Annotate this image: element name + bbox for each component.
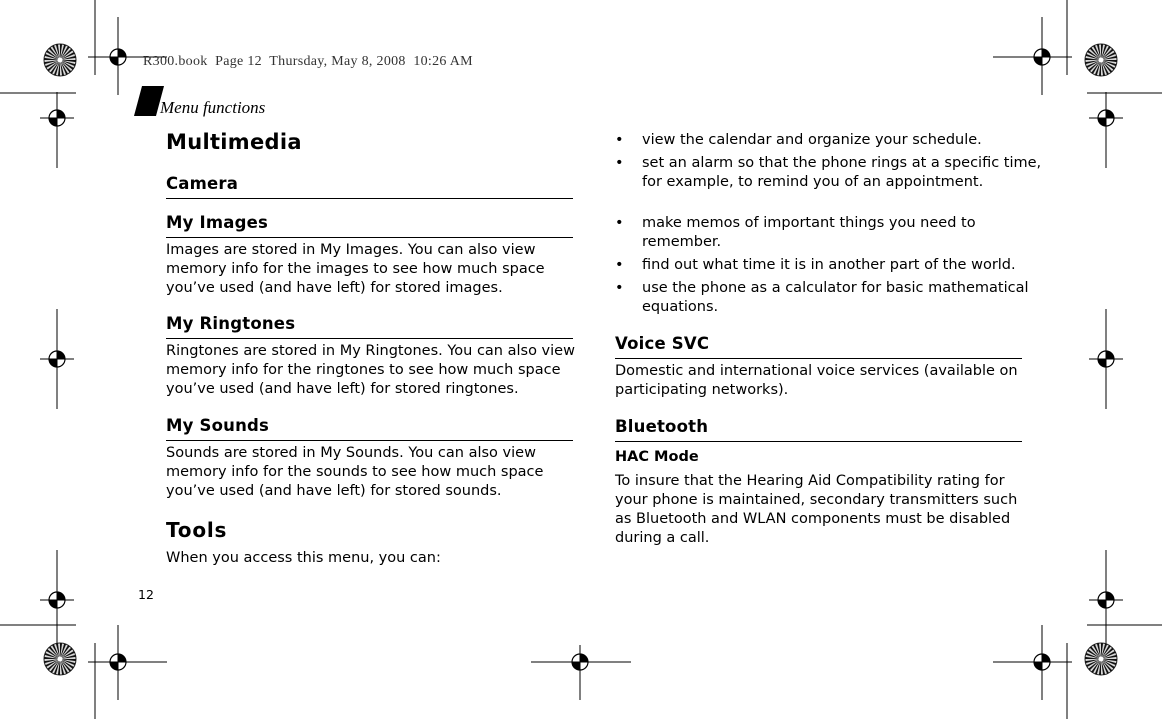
heading-my-ringtones: My Ringtones [166, 314, 296, 333]
registration-target [1089, 583, 1123, 617]
bullet-item: • use the phone as a calculator for basic mathematical equations. [615, 279, 1052, 317]
heading-voice-svc: Voice SVC [615, 334, 710, 353]
voice-svc-text: Domestic and international voice services (available on participating networks). [615, 363, 1018, 398]
heading-bluetooth: Bluetooth [615, 417, 709, 436]
rule-voice-svc [615, 358, 1022, 359]
bullet-item: • find out what time it is in another part of the world. [615, 256, 1052, 275]
rule-my-ringtones [166, 338, 573, 339]
my-images-text: Images are stored in My Images. You can also view memory info for the images to see how much space you’ve used (and have left) for stored images. [166, 242, 545, 296]
heading-hac-mode: HAC Mode [615, 449, 699, 465]
bullet-item: • view the calendar and organize your schedule. [615, 131, 1052, 150]
heading-my-images: My Images [166, 213, 269, 232]
registration-target [1089, 342, 1123, 376]
print-slug: R300.book Page 12 Thursday, May 8, 2008 10:26 AM [143, 54, 473, 69]
heading-my-sounds: My Sounds [166, 416, 270, 435]
running-head: Menu functions [160, 98, 266, 117]
color-bar-star [44, 643, 76, 675]
registration-target [40, 101, 74, 135]
rule-bluetooth [615, 441, 1022, 442]
registration-target [40, 342, 74, 376]
registration-target [563, 645, 597, 679]
heading-tools: Tools [166, 518, 228, 542]
rule-my-sounds [166, 440, 573, 441]
registration-target [1089, 101, 1123, 135]
registration-target [40, 583, 74, 617]
registration-target [101, 645, 135, 679]
my-ringtones-text: Ringtones are stored in My Ringtones. You can also view memory info for the ringtones to see how much space you’ve used (and have left) for stored ringtones. [166, 343, 575, 397]
section-title-multimedia: Multimedia [166, 130, 302, 154]
tools-intro-text: When you access this menu, you can: [166, 550, 441, 566]
my-sounds-text: Sounds are stored in My Sounds. You can also view memory info for the sounds to see how much space you’ve used (and have left) for stored sounds. [166, 445, 544, 499]
color-bar-star [1085, 44, 1117, 76]
registration-target [1025, 645, 1059, 679]
rule-my-images [166, 237, 573, 238]
registration-target [1025, 40, 1059, 74]
rule-camera [166, 198, 573, 199]
hac-mode-text: To insure that the Hearing Aid Compatibility rating for your phone is maintained, secondary transmitters such as Bluetooth and WLAN components must be disabled during a call. [615, 473, 1018, 546]
heading-camera: Camera [166, 174, 239, 193]
registration-target [101, 40, 135, 74]
bullet-item: • set an alarm so that the phone rings at a specific time, for example, to remind you of an appointment. [615, 154, 1052, 192]
color-bar-star [44, 44, 76, 76]
color-bar-star [1085, 643, 1117, 675]
page-number: 12 [138, 587, 154, 602]
bullet-item: • make memos of important things you need to remember. [615, 214, 1052, 252]
